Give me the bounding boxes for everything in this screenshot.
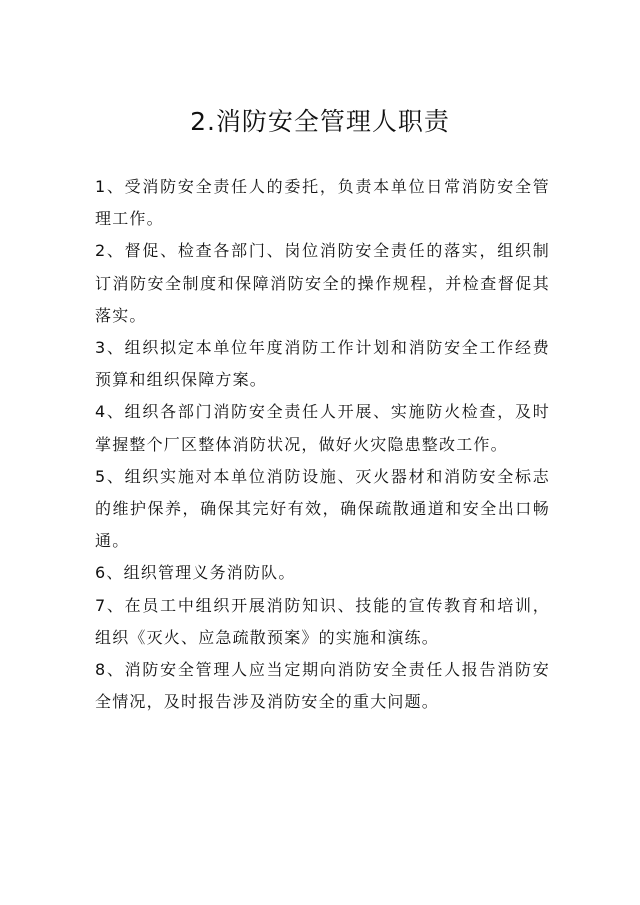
duty-item-1: 1、受消防安全责任人的委托，负责本单位日常消防安全管理工作。 xyxy=(95,177,550,229)
duty-item-8: 8、消防安全管理人应当定期向消防安全责任人报告消防安全情况，及时报告涉及消防安全的重大问题。 xyxy=(95,660,550,712)
duty-item-7: 7、在员工中组织开展消防知识、技能的宣传教育和培训，组织《灭火、应急疏散预案》的实施和演练。 xyxy=(95,595,550,647)
duty-item-2: 2、督促、检查各部门、岗位消防安全责任的落实，组织制订消防安全制度和保障消防安全的操作规程，并检查督促其落实。 xyxy=(95,241,550,325)
duty-item-4: 4、组织各部门消防安全责任人开展、实施防火检查，及时掌握整个厂区整体消防状况，做好火灾隐患整改工作。 xyxy=(95,402,550,454)
duty-item-6: 6、组织管理义务消防队。 xyxy=(95,563,296,583)
page-title: 2.消防安全管理人职责 xyxy=(190,107,450,136)
duty-list xyxy=(95,171,550,718)
duty-item-3: 3、组织拟定本单位年度消防工作计划和消防安全工作经费预算和组织保障方案。 xyxy=(95,338,550,390)
duty-item-5: 5、组织实施对本单位消防设施、灭火器材和消防安全标志的维护保养，确保其完好有效，确保疏散通道和安全出口畅通。 xyxy=(95,466,550,551)
